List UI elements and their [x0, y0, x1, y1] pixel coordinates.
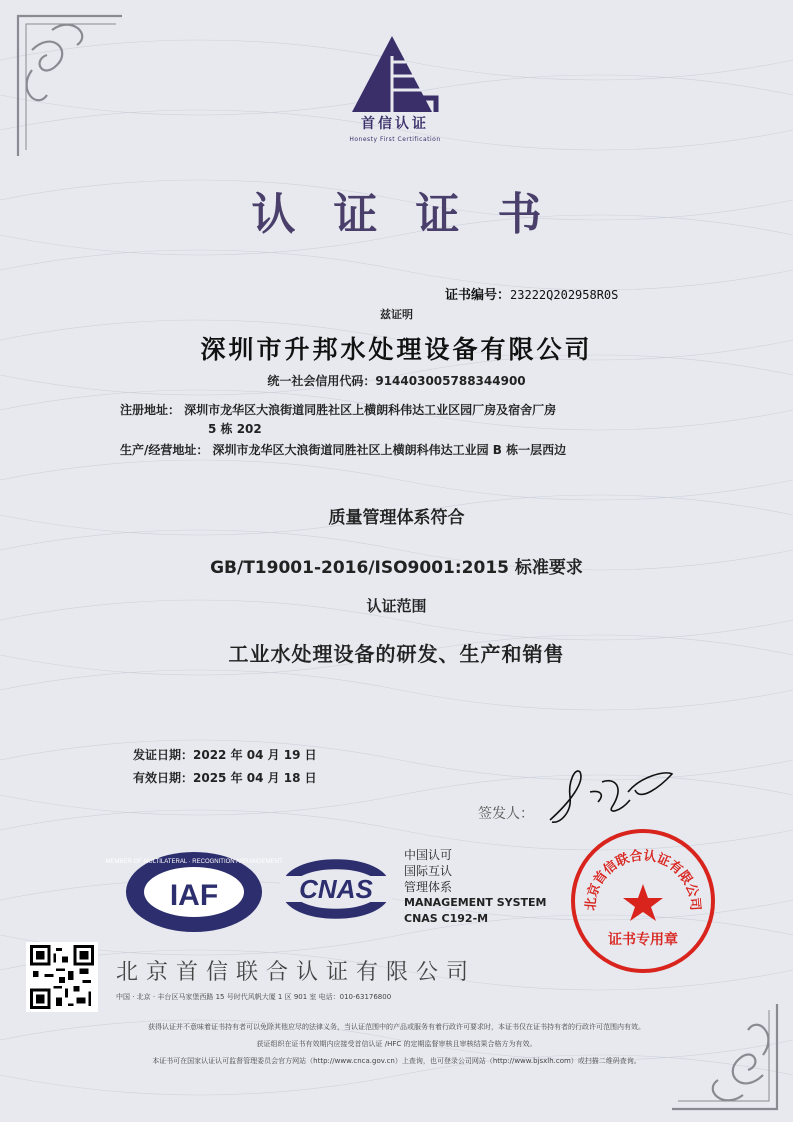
certificate-title: 认证证书 [251, 189, 580, 240]
standard-requirement: GB/T19001-2016/ISO9001:2015 标准要求 [210, 558, 583, 578]
expiry-date: 有效日期：2025 年 04 月 18 日 [133, 771, 317, 785]
cnas-accreditation-text: 中国认可 国际互认 管理体系 MANAGEMENT SYSTEM CNAS C192-M [404, 848, 547, 925]
credit-code: 统一社会信用代码：914403005788344900 [267, 374, 526, 388]
hereby-certify: 兹证明 [380, 308, 413, 321]
footer-organization: 北京首信联合认证有限公司 [116, 960, 477, 985]
qr-code-icon[interactable] [26, 942, 98, 1012]
logo-name-en: Honesty First Certification [349, 136, 441, 143]
svg-text:MEMBER OF MULTILATERAL · RECOG: MEMBER OF MULTILATERAL · RECOGNITION ARRANGEMENT [105, 859, 283, 865]
certification-scope: 工业水处理设备的研发、生产和销售 [228, 642, 565, 666]
corner-ornament-top-left [12, 10, 127, 160]
issuer-label: 签发人： [478, 806, 534, 822]
footer-address: 中国 · 北京 · 丰台区马家堡西路 15 号时代风帆大厦 1 区 901 室 电话：010-63176800 [116, 993, 392, 1001]
footer-note-1: 获得认证并不意味着证书持有者可以免除其他应尽的法律义务，当认证范围中的产品或服务有着行政许可要求时，本证书仅在证书持有者的行政许可范围内有效。 [148, 1023, 645, 1031]
svg-text:IAF: IAF [169, 879, 219, 912]
logo-name-cn: 首信认证 [361, 116, 429, 132]
svg-text:CNAS: CNAS [299, 874, 373, 904]
registered-address-cont: 5 栋 202 [208, 422, 262, 436]
iaf-logo-icon [105, 850, 283, 935]
footer-note-3: 本证书可在国家认证认可监督管理委员会官方网站（http://www.cnca.gov.cn）上查询，也可登录公司网站（http://www.bjsxlh.com）或扫描二维码查询。 [152, 1057, 641, 1065]
footer-note-2: 获证组织在证书有效期内应接受首信认证 /HFC 的定期监督审核且审核结果合格方为有效。 [256, 1040, 537, 1048]
registered-address: 注册地址： 深圳市龙华区大浪街道同胜社区上横朗科伟达工业区园厂房及宿舍厂房 [120, 403, 557, 417]
issuer-signature [540, 762, 680, 830]
conformity-statement: 质量管理体系符合 [328, 508, 465, 528]
svg-text:证书专用章: 证书专用章 [608, 932, 678, 948]
operating-address: 生产/经营地址： 深圳市龙华区大浪街道同胜社区上横朗科伟达工业园 B 栋一层西边 [120, 443, 567, 457]
issue-date: 发证日期：2022 年 04 月 19 日 [133, 748, 317, 762]
cnas-logo-icon [280, 846, 392, 932]
svg-text:北京首信联合认证有限公司: 北京首信联合认证有限公司 [583, 848, 703, 912]
company-name: 深圳市升邦水处理设备有限公司 [200, 335, 593, 364]
certificate-number: 证书编号：23222Q202958R0S [445, 288, 619, 303]
scope-label: 认证范围 [366, 597, 427, 615]
company-seal-stamp [568, 826, 718, 976]
